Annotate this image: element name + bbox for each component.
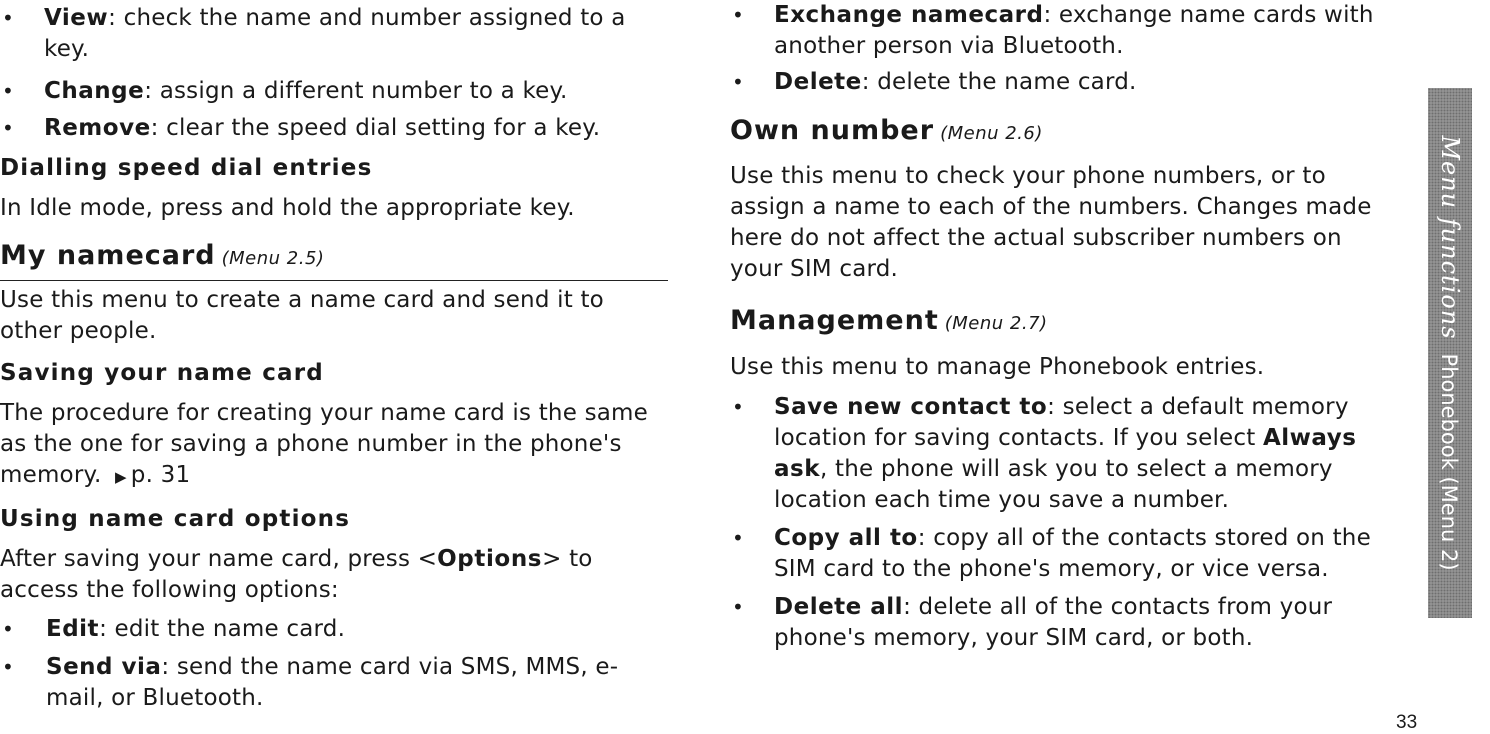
using-text-after: > to access the following options: [0, 546, 593, 603]
bullet-remove: • Remove: clear the speed dial setting for a key. [0, 113, 668, 144]
saving-page-ref: p. 31 [130, 462, 191, 488]
bullet-delete-all-desc: delete all of the contacts from your phone's memory, your SIM card, or both. [774, 594, 1333, 651]
bullet-send-via-desc: send the name card via SMS, MMS, e-mail, or Bluetooth. [46, 654, 619, 711]
bullet-save-new-contact-term: Save new contact to [774, 394, 1048, 420]
using-options-key: Options [437, 546, 543, 572]
own-number-text: Use this menu to check your phone numbers, or to assign a name to each of the numbers. Changes made here do not affect the actual subscriber numbers on your SIM card. [730, 163, 1372, 282]
side-tab-label [1436, 135, 1464, 570]
saving-text-body: The procedure for creating your name card is the same as the one for saving a phone number in the phone's memory. [0, 400, 649, 488]
bullet-save-new-contact-desc-before: select a default memory location for saving contacts. If you select [774, 394, 1349, 451]
management-title-text: Management [730, 305, 939, 336]
management-title [730, 303, 1400, 342]
dialling-text: In Idle mode, press and hold the appropriate key. [0, 195, 575, 221]
right-column [730, 0, 1400, 654]
bullet-remove-desc: clear the speed dial setting for a key. [166, 115, 601, 141]
bullet-edit-desc: edit the name card. [114, 616, 346, 642]
own-number-title-text: Own number [730, 115, 935, 146]
using-text [0, 544, 668, 606]
management-menu-ref: (Menu 2.7) [944, 313, 1048, 334]
bullet-save-new-contact-desc-after: , the phone will ask you to select a memory location each time you save a number. [774, 456, 1333, 513]
bullet-change-term: Change [44, 78, 145, 104]
my-namecard-text: Use this menu to create a name card and send it to other people. [0, 287, 604, 344]
bullet-exchange-term: Exchange namecard [774, 2, 1044, 28]
my-namecard-title [0, 238, 668, 281]
bullet-copy-all-desc: copy all of the contacts stored on the SIM card to the phone's memory, or vice versa. [774, 525, 1371, 582]
chapter-side-tab [1428, 88, 1472, 618]
bullet-change: • Change: assign a different number to a key. [0, 76, 668, 107]
management-text: Use this menu to manage Phonebook entries. [730, 354, 1265, 380]
side-tab-secondary: Phonebook (Menu 2) [1437, 353, 1461, 571]
bullet-delete-all: • Delete all: delete all of the contacts from your phone's memory, your SIM card, or both. [730, 592, 1374, 654]
left-column [0, 0, 668, 714]
bullet-remove-term: Remove [44, 115, 151, 141]
bullet-send-via: • Send via: send the name card via SMS, MMS, e-mail, or Bluetooth. [0, 652, 626, 714]
bullet-view: • View: check the name and number assigned to a key. [0, 3, 668, 65]
my-namecard-menu-ref: (Menu 2.5) [221, 248, 325, 269]
bullet-view-term: View [44, 5, 109, 31]
own-number-title [730, 113, 1400, 152]
bullet-delete-all-term: Delete all [774, 594, 904, 620]
using-text-before: After saving your name card, press < [0, 546, 438, 572]
bullet-delete-desc: delete the name card. [877, 69, 1137, 95]
bullet-view-desc: check the name and number assigned to a key. [44, 5, 626, 62]
my-namecard-title-text: My namecard [0, 240, 216, 271]
bullet-save-new-contact: • Save new contact to: select a default memory location for saving contacts. If you select Always ask, the phone will ask you to select a memory location each time you save a number. [730, 392, 1384, 516]
saving-heading: Saving your name card [0, 360, 324, 386]
bullet-change-desc: assign a different number to a key. [159, 78, 568, 104]
page-ref-arrow-icon: ▶ [115, 468, 127, 486]
bullet-exchange-desc: exchange name cards with another person via Bluetooth. [774, 2, 1374, 59]
page-number: 33 [1396, 712, 1418, 733]
using-heading: Using name card options [0, 506, 351, 532]
bullet-edit-term: Edit [46, 616, 100, 642]
side-tab-primary: Menu functions [1436, 135, 1464, 340]
bullet-exchange: • Exchange namecard: exchange name cards with another person via Bluetooth. [730, 0, 1400, 62]
own-number-menu-ref: (Menu 2.6) [940, 123, 1043, 144]
bullet-delete: • Delete: delete the name card. [730, 67, 1400, 98]
bullet-delete-term: Delete [774, 69, 862, 95]
bullet-copy-all-term: Copy all to [774, 525, 918, 551]
bullet-save-new-contact-emph: Always ask [774, 425, 1357, 482]
dialling-heading: Dialling speed dial entries [0, 155, 373, 181]
bullet-send-via-term: Send via [46, 654, 162, 680]
saving-text [0, 398, 668, 493]
bullet-copy-all: • Copy all to: copy all of the contacts stored on the SIM card to the phone's memory, or vice versa. [730, 523, 1394, 585]
bullet-edit: • Edit: edit the name card. [0, 614, 668, 645]
